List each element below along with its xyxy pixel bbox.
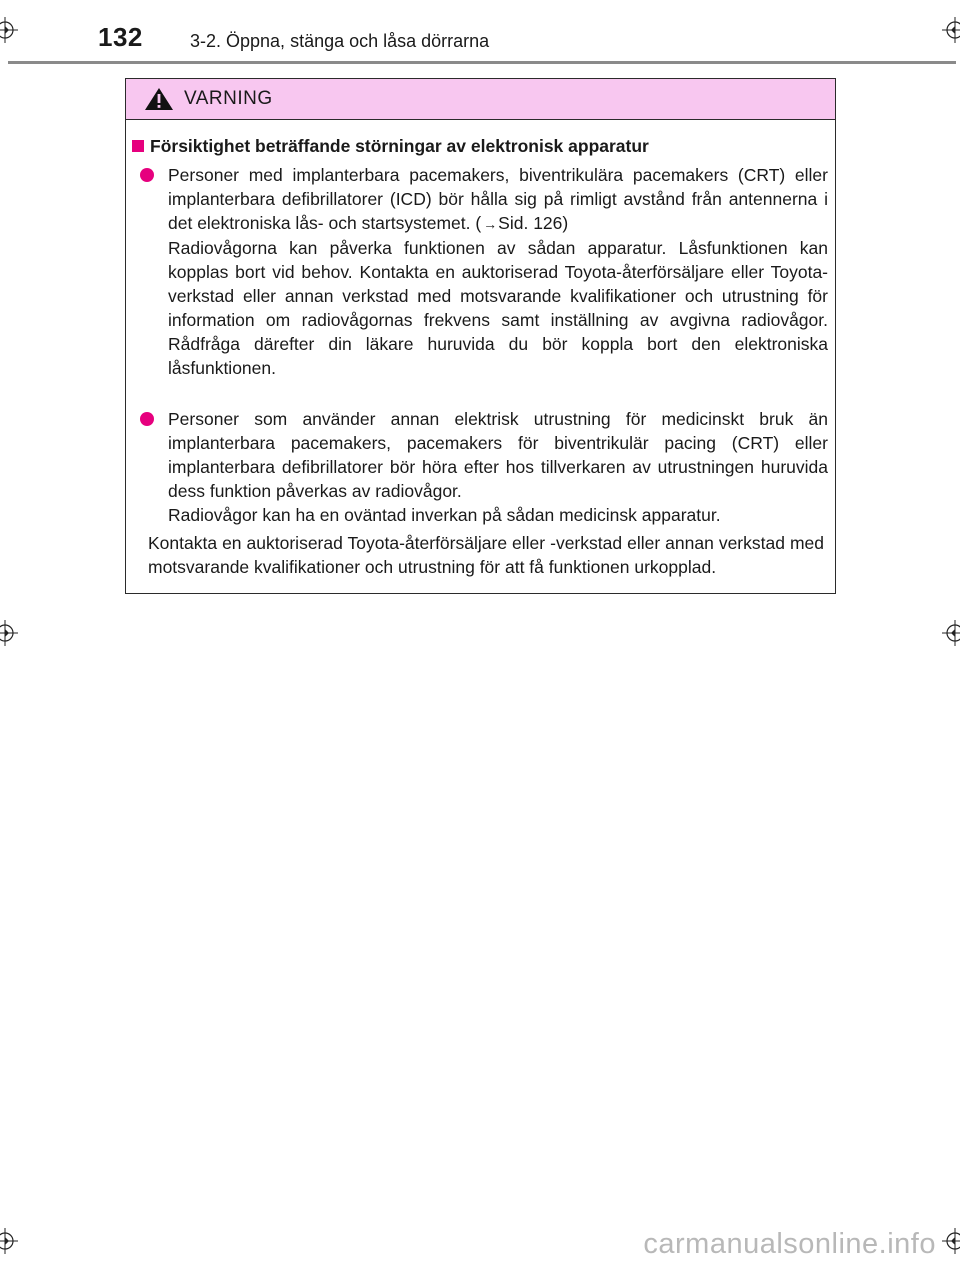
list-item-paragraph: Personer som använder annan elektrisk utrustning för medicinskt bruk än implanterbara pacemakers, pacemakers för biventrikulär pacing (CRT) eller implanterbara defibrillatorer bör höra efter hos tillverkaren av utrustningen huruvida dess funktion påverkas av radiovågor. — [168, 409, 828, 501]
page-reference[interactable]: Sid. 126) — [498, 213, 569, 233]
page-number: 132 — [98, 22, 143, 52]
registration-mark-icon — [0, 1228, 18, 1254]
watermark: carmanualsonline.info — [643, 1228, 936, 1260]
warning-label: VARNING — [184, 88, 273, 109]
circle-bullet-icon — [140, 168, 154, 182]
header-divider — [8, 61, 956, 64]
square-bullet-icon — [132, 140, 144, 152]
list-item-text: Personer med implanterbara pacemakers, biventrikulära pacemakers (CRT) eller implanterbara defibrillatorer (ICD) bör hålla sig på rimligt avstånd från antennerna i det elektroniska lås- och startsystemet. ( — [168, 165, 828, 233]
warning-triangle-icon — [144, 87, 174, 116]
registration-mark-icon — [0, 620, 18, 646]
warning-subheading-text: Försiktighet beträffande störningar av elektronisk apparatur — [150, 136, 649, 156]
warning-header — [126, 79, 835, 120]
list-item — [140, 407, 828, 527]
page-header — [0, 0, 960, 64]
registration-mark-icon — [942, 620, 960, 646]
list-item-paragraph: Radiovågorna kan påverka funktionen av sådan apparatur. Låsfunktionen kan kopplas bort vid behov. Kontakta en auktoriserad Toyota-återförsäljare eller Toyota-verkstad eller annan verkstad med motsvarande kvalifikationer och utrustning för information om radiovågornas frekvens samt inställning av avgivna radiovågor. Rådfråga därefter din läkare huruvida du bör koppla bort den elektroniska låsfunktionen. — [168, 238, 828, 378]
list-item — [140, 163, 828, 380]
circle-bullet-icon — [140, 412, 154, 426]
closing-paragraph: Kontakta en auktoriserad Toyota-återförsäljare eller -verkstad eller annan verkstad med motsvarande kvalifikationer och utrustning för att få funktionen urkopplad. — [148, 533, 824, 577]
warning-box — [125, 78, 836, 594]
warning-subheading — [132, 135, 832, 157]
arrow-right-icon: → — [483, 216, 498, 232]
section-title: 3-2. Öppna, stänga och låsa dörrarna — [190, 31, 490, 51]
registration-mark-icon — [942, 1228, 960, 1254]
list-item-paragraph — [168, 163, 828, 236]
list-item-paragraph: Radiovågor kan ha en oväntad inverkan på sådan medicinsk apparatur. — [168, 505, 721, 525]
